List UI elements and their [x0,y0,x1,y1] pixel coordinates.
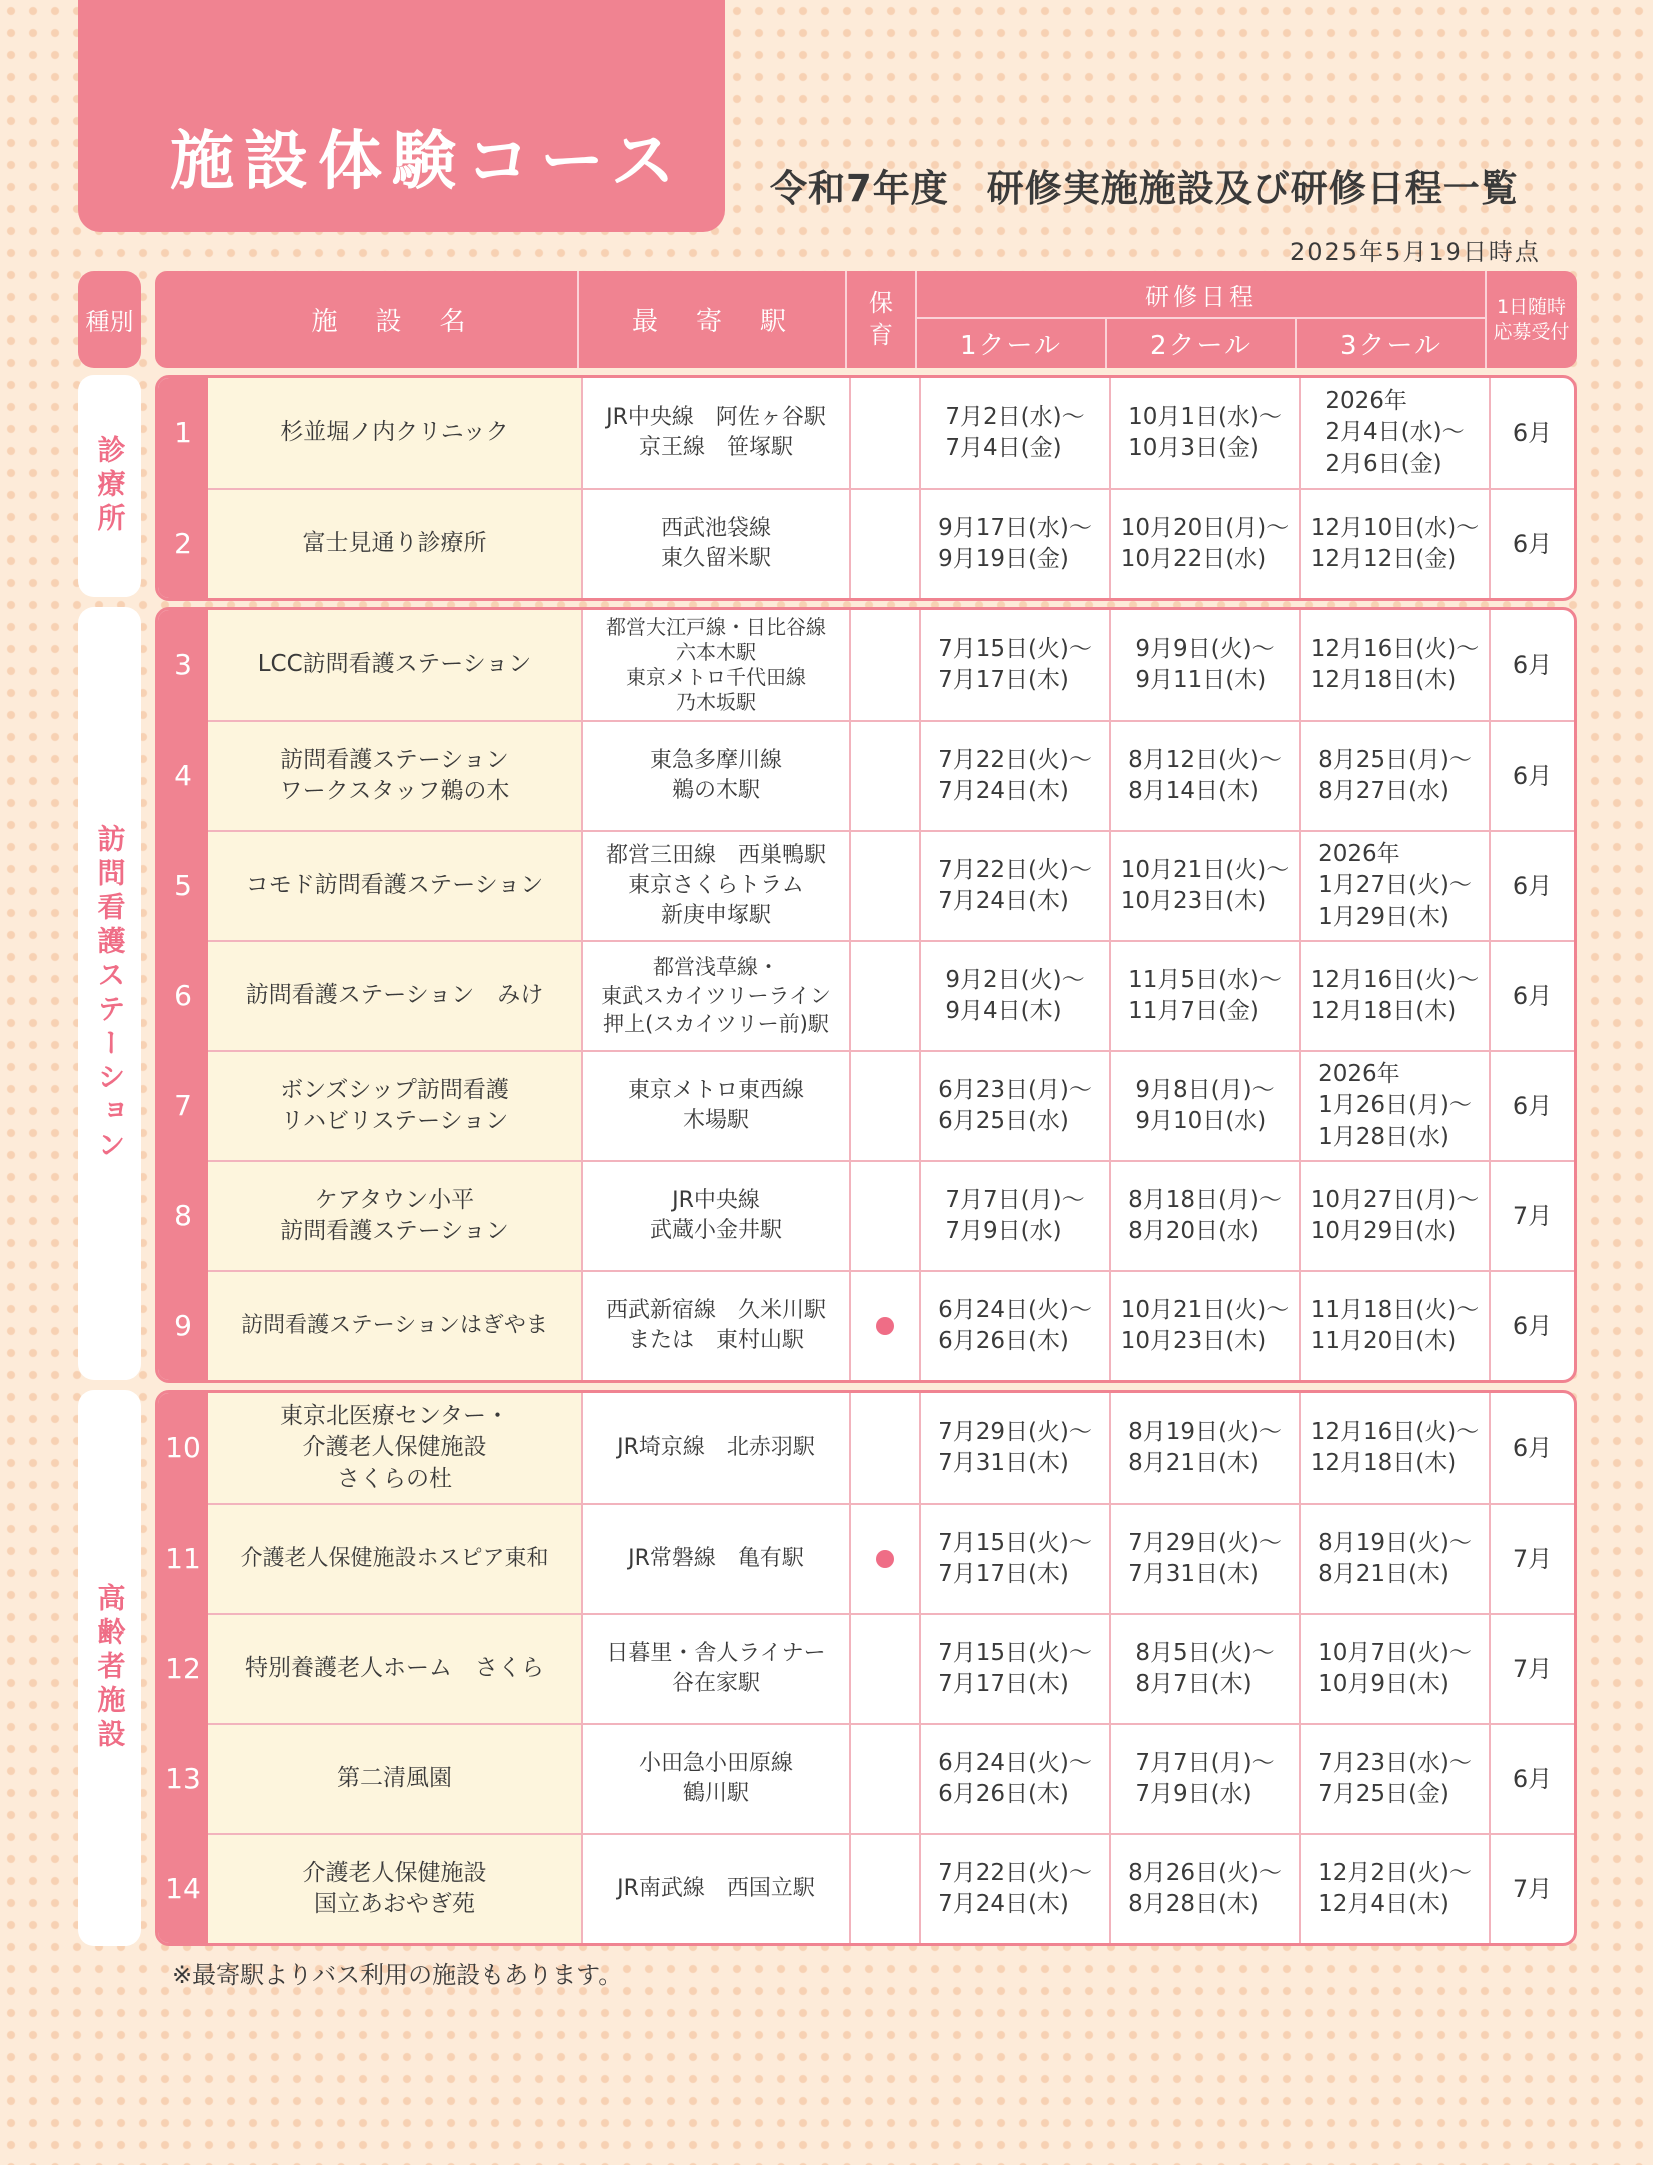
category-clinic [78,375,141,597]
header-divider [1105,318,1107,368]
accept-month: 7月 [1489,1833,1574,1943]
category-elderly-label: 高齢者施設 [93,1583,127,1753]
schedule-cool-3: 12月10日(水)～ 12月12日(金) [1299,488,1489,598]
table-row [158,378,1574,488]
childcare-cell [849,940,919,1050]
schedule-cool-1: 6月24日(火)～ 6月26日(木) [919,1723,1109,1833]
header-divider [1295,318,1297,368]
nearest-station: 都営浅草線・ 東武スカイツリーライン 押上(スカイツリー前)駅 [581,940,849,1050]
table-row [158,830,1574,940]
facility-name: 東京北医療センター・ 介護老人保健施設 さくらの杜 [208,1393,581,1503]
table-row [158,1503,1574,1613]
table-row [158,1160,1574,1270]
row-number: 14 [158,1833,208,1943]
schedule-cool-2: 11月5日(水)～ 11月7日(金) [1109,940,1299,1050]
childcare-cell [849,610,919,720]
row-number: 13 [158,1723,208,1833]
nearest-station: JR南武線 西国立駅 [581,1833,849,1943]
table-row [158,488,1574,598]
schedule-cool-2: 10月21日(火)～ 10月23日(木) [1109,1270,1299,1380]
accept-month: 6月 [1489,1393,1574,1503]
facility-name: コモド訪問看護ステーション [208,830,581,940]
facility-name: ケアタウン小平 訪問看護ステーション [208,1160,581,1270]
childcare-cell [849,720,919,830]
category-elderly [78,1390,141,1946]
table-header [155,271,1577,368]
nearest-station: 日暮里・舎人ライナー 谷在家駅 [581,1613,849,1723]
schedule-cool-3: 12月16日(火)～ 12月18日(木) [1299,1393,1489,1503]
table-row [158,1723,1574,1833]
schedule-cool-3: 12月16日(火)～ 12月18日(木) [1299,940,1489,1050]
nearest-station: JR常磐線 亀有駅 [581,1503,849,1613]
accept-month: 6月 [1489,488,1574,598]
header-divider [1485,271,1487,368]
childcare-cell [849,1050,919,1160]
accept-month: 6月 [1489,830,1574,940]
schedule-cool-2: 9月9日(火)～ 9月11日(木) [1109,610,1299,720]
schedule-cool-3: 8月19日(火)～ 8月21日(木) [1299,1503,1489,1613]
childcare-cell [849,1393,919,1503]
nearest-station: 西武池袋線 東久留米駅 [581,488,849,598]
schedule-cool-1: 7月22日(火)～ 7月24日(木) [919,720,1109,830]
childcare-cell [849,1270,919,1380]
schedule-cool-3: 10月27日(月)～ 10月29日(水) [1299,1160,1489,1270]
section-elderly [155,1390,1577,1946]
facility-name: 介護老人保健施設ホスピア東和 [208,1503,581,1613]
schedule-cool-1: 7月22日(火)～ 7月24日(木) [919,830,1109,940]
row-number: 8 [158,1160,208,1270]
table-row [158,1050,1574,1160]
schedule-cool-1: 6月23日(月)～ 6月25日(水) [919,1050,1109,1160]
schedule-cool-3: 12月2日(火)～ 12月4日(木) [1299,1833,1489,1943]
schedule-cool-1: 7月15日(火)～ 7月17日(木) [919,610,1109,720]
schedule-cool-1: 7月15日(火)～ 7月17日(木) [919,1613,1109,1723]
facility-name: 第二清風園 [208,1723,581,1833]
schedule-cool-3: 2026年 1月26日(月)～ 1月28日(水) [1299,1050,1489,1160]
table-row [158,1613,1574,1723]
schedule-cool-3: 2026年 1月27日(火)～ 1月29日(木) [1299,830,1489,940]
schedule-cool-3: 11月18日(火)～ 11月20日(木) [1299,1270,1489,1380]
header-divider [577,271,579,368]
row-number: 7 [158,1050,208,1160]
header-cool-3: 3クール [1339,331,1443,361]
accept-month: 6月 [1489,1270,1574,1380]
schedule-cool-2: 8月19日(火)～ 8月21日(木) [1109,1393,1299,1503]
facility-name: 富士見通り診療所 [208,488,581,598]
facility-name: 杉並堀ノ内クリニック [208,378,581,488]
childcare-dot [876,1550,894,1568]
section-clinic [155,375,1577,601]
facility-name: 訪問看護ステーション みけ [208,940,581,1050]
facility-name: LCC訪問看護ステーション [208,610,581,720]
facility-name: 訪問看護ステーションはぎやま [208,1270,581,1380]
schedule-cool-1: 6月24日(火)～ 6月26日(木) [919,1270,1109,1380]
schedule-cool-2: 10月20日(月)～ 10月22日(水) [1109,488,1299,598]
schedule-cool-3: 12月16日(火)～ 12月18日(木) [1299,610,1489,720]
header-divider [915,271,917,368]
table-row [158,1270,1574,1380]
schedule-cool-2: 9月8日(月)～ 9月10日(水) [1109,1050,1299,1160]
table-row [158,610,1574,720]
schedule-cool-1: 7月7日(月)～ 7月9日(水) [919,1160,1109,1270]
row-number: 10 [158,1393,208,1503]
childcare-cell [849,830,919,940]
accept-month: 6月 [1489,1723,1574,1833]
childcare-cell [849,1723,919,1833]
row-number: 11 [158,1503,208,1613]
schedule-cool-3: 8月25日(月)～ 8月27日(水) [1299,720,1489,830]
accept-month: 6月 [1489,1050,1574,1160]
accept-month: 7月 [1489,1613,1574,1723]
header-childcare: 保 育 [869,289,893,349]
nearest-station: 小田急小田原線 鶴川駅 [581,1723,849,1833]
title-banner [78,0,725,232]
childcare-cell [849,1503,919,1613]
childcare-cell [849,1833,919,1943]
schedule-cool-2: 8月5日(火)～ 8月7日(木) [1109,1613,1299,1723]
table-row [158,720,1574,830]
accept-month: 6月 [1489,720,1574,830]
schedule-cool-2: 10月1日(水)～ 10月3日(金) [1109,378,1299,488]
facility-name: 介護老人保健施設 国立あおやぎ苑 [208,1833,581,1943]
category-header-label: 種別 [85,308,134,336]
accept-month: 6月 [1489,940,1574,1050]
schedule-cool-1: 7月29日(火)～ 7月31日(木) [919,1393,1109,1503]
schedule-cool-2: 7月29日(火)～ 7月31日(木) [1109,1503,1299,1613]
row-number: 6 [158,940,208,1050]
schedule-cool-2: 10月21日(火)～ 10月23日(木) [1109,830,1299,940]
schedule-cool-3: 2026年 2月4日(水)～ 2月6日(金) [1299,378,1489,488]
facility-name: 訪問看護ステーション ワークスタッフ鵜の木 [208,720,581,830]
nearest-station: 西武新宿線 久米川駅 または 東村山駅 [581,1270,849,1380]
section-visiting-nursing [155,607,1577,1383]
schedule-cool-3: 10月7日(火)～ 10月9日(木) [1299,1613,1489,1723]
header-divider [916,317,1486,319]
nearest-station: 東急多摩川線 鵜の木駅 [581,720,849,830]
schedule-cool-1: 9月2日(火)～ 9月4日(木) [919,940,1109,1050]
row-number: 1 [158,378,208,488]
childcare-cell [849,378,919,488]
schedule-cool-2: 8月26日(火)～ 8月28日(木) [1109,1833,1299,1943]
as-of-date: 2025年5月19日時点 [1290,238,1541,266]
header-cool-2: 2クール [1149,331,1253,361]
row-number: 5 [158,830,208,940]
category-visiting-nursing-label: 訪問看護ステーション [93,823,127,1164]
row-number: 9 [158,1270,208,1380]
table-row [158,940,1574,1050]
row-number: 4 [158,720,208,830]
page-subtitle: 令和7年度 研修実施施設及び研修日程一覧 [770,167,1519,210]
childcare-cell [849,1160,919,1270]
schedule-cool-1: 7月22日(火)～ 7月24日(木) [919,1833,1109,1943]
accept-month: 6月 [1489,378,1574,488]
footnote: ※最寄駅よりバス利用の施設もあります。 [172,1961,623,1989]
nearest-station: JR埼京線 北赤羽駅 [581,1393,849,1503]
row-number: 2 [158,488,208,598]
category-header [78,271,141,368]
facility-name: 特別養護老人ホーム さくら [208,1613,581,1723]
accept-month: 6月 [1489,610,1574,720]
accept-month: 7月 [1489,1503,1574,1613]
schedule-cool-2: 8月12日(火)～ 8月14日(木) [1109,720,1299,830]
accept-month: 7月 [1489,1160,1574,1270]
facility-name: ボンズシップ訪問看護 リハビリステーション [208,1050,581,1160]
header-station: 最 寄 駅 [631,307,792,337]
schedule-cool-1: 7月15日(火)～ 7月17日(木) [919,1503,1109,1613]
schedule-cool-3: 7月23日(水)～ 7月25日(金) [1299,1723,1489,1833]
nearest-station: 都営三田線 西巣鴨駅 東京さくらトラム 新庚申塚駅 [581,830,849,940]
nearest-station: JR中央線 武蔵小金井駅 [581,1160,849,1270]
schedule-cool-2: 7月7日(月)～ 7月9日(水) [1109,1723,1299,1833]
nearest-station: 東京メトロ東西線 木場駅 [581,1050,849,1160]
schedule-cool-1: 7月2日(水)～ 7月4日(金) [919,378,1109,488]
table-row [158,1833,1574,1943]
header-schedule: 研修日程 [1145,282,1257,311]
row-number: 12 [158,1613,208,1723]
table-row [158,1393,1574,1503]
row-number: 3 [158,610,208,720]
nearest-station: JR中央線 阿佐ヶ谷駅 京王線 笹塚駅 [581,378,849,488]
childcare-cell [849,488,919,598]
nearest-station: 都営大江戸線・日比谷線 六本木駅 東京メトロ千代田線 乃木坂駅 [581,610,849,720]
header-accept: 1日随時 応募受付 [1493,295,1570,343]
childcare-dot [876,1317,894,1335]
childcare-cell [849,1613,919,1723]
header-facility: 施 設 名 [311,307,472,337]
category-visiting-nursing [78,607,141,1380]
page-title: 施設体験コース [170,125,685,199]
schedule-cool-1: 9月17日(水)～ 9月19日(金) [919,488,1109,598]
header-divider [845,271,847,368]
category-clinic-label: 診療所 [93,435,127,537]
schedule-cool-2: 8月18日(月)～ 8月20日(水) [1109,1160,1299,1270]
header-cool-1: 1クール [959,331,1063,361]
